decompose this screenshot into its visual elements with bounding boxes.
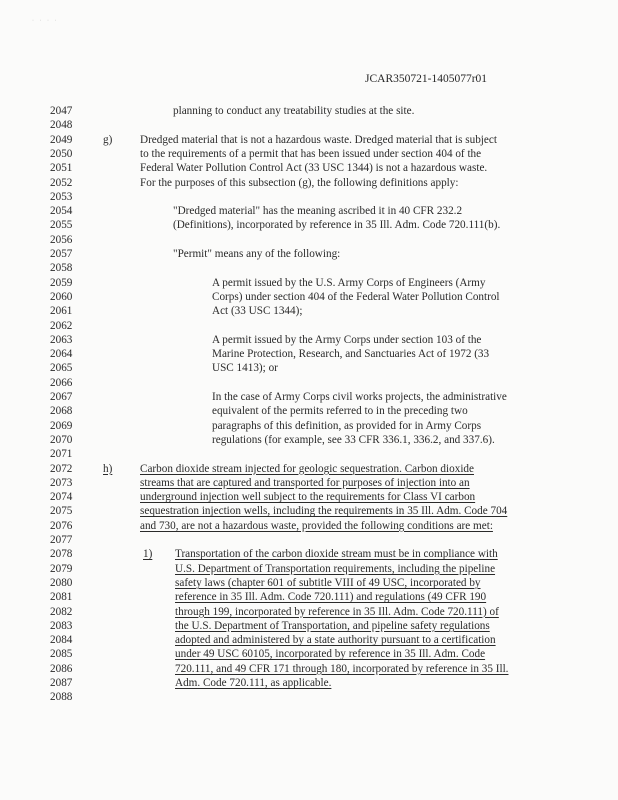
line-number: 2058	[50, 262, 73, 275]
document-id: JCAR350721-1405077r01	[365, 73, 488, 85]
line-number: 2050	[50, 147, 73, 160]
document-line	[0, 104, 618, 118]
line-number: 2054	[50, 205, 73, 218]
paragraph-label: 1)	[143, 548, 153, 561]
line-number: 2075	[50, 505, 73, 518]
document-line	[0, 419, 618, 433]
line-text: Marine Protection, Research, and Sanctuaries Act of 1972 (33	[212, 348, 490, 361]
line-text: equivalent of the permits referred to in the preceding two	[212, 405, 468, 418]
line-number: 2048	[50, 119, 73, 132]
line-text: Carbon dioxide stream injected for geologic sequestration. Carbon dioxide	[140, 462, 474, 475]
document-line	[0, 261, 618, 275]
document-line	[0, 447, 618, 461]
line-text: paragraphs of this definition, as provided for in Army Corps	[212, 419, 482, 432]
line-number: 2083	[50, 619, 73, 632]
line-number: 2078	[50, 548, 73, 561]
document-line	[0, 147, 618, 161]
line-number: 2067	[50, 391, 73, 403]
line-number: 2069	[50, 419, 73, 432]
document-line	[0, 476, 618, 490]
line-number: 2056	[50, 233, 73, 246]
line-number: 2084	[50, 634, 73, 647]
line-text: underground injection well subject to the requirements for Class VI carbon	[140, 491, 476, 504]
line-text: and 730, are not a hazardous waste, provided the following conditions are met:	[140, 519, 493, 532]
line-text: In the case of Army Corps civil works projects, the administrative	[212, 391, 507, 403]
document-line	[0, 633, 618, 647]
line-number: 2060	[50, 290, 73, 303]
document-line	[0, 562, 618, 576]
line-number: 2068	[50, 405, 73, 418]
line-text: to the requirements of a permit that has been issued under section 404 of the	[140, 147, 482, 160]
document-line	[0, 347, 618, 361]
document-line	[0, 290, 618, 304]
line-text: through 199, incorporated by reference in 35 Ill. Adm. Code 720.111) of	[175, 605, 499, 618]
document-line	[0, 605, 618, 619]
line-text: Dredged material that is not a hazardous waste. Dredged material that is subject	[140, 133, 497, 146]
document-line	[0, 190, 618, 204]
line-text: Adm. Code 720.111, as applicable.	[175, 677, 332, 689]
line-number: 2082	[50, 605, 73, 618]
line-number: 2073	[50, 476, 73, 489]
line-number: 2051	[50, 162, 73, 175]
line-text: adopted and administered by a state authority pursuant to a certification	[175, 634, 496, 647]
document-line	[0, 547, 618, 561]
line-text: U.S. Department of Transportation requirements, including the pipeline	[175, 562, 496, 575]
document-line	[0, 333, 618, 347]
document-line	[0, 276, 618, 290]
line-text: streams that are captured and transported for purposes of injection into an	[140, 476, 470, 489]
line-text: Federal Water Pollution Control Act (33 USC 1344) is not a hazardous waste.	[140, 162, 488, 175]
document-line	[0, 433, 618, 447]
document-line	[0, 590, 618, 604]
line-number: 2057	[50, 248, 73, 260]
line-number: 2076	[50, 519, 73, 532]
document-line	[0, 176, 618, 190]
line-number: 2070	[50, 433, 73, 446]
document-line	[0, 233, 618, 247]
line-number: 2081	[50, 591, 73, 604]
document-line	[0, 690, 618, 704]
document-line	[0, 619, 618, 633]
line-number: 2087	[50, 677, 73, 689]
line-text: reference in 35 Ill. Adm. Code 720.111) and regulations (49 CFR 190	[175, 591, 487, 604]
line-text: (Definitions), incorporated by reference in 35 Ill. Adm. Code 720.111(b).	[173, 219, 501, 232]
line-text: sequestration injection wells, including the requirements in 35 Ill. Adm. Code 704	[140, 505, 508, 518]
line-number: 2077	[50, 534, 73, 546]
line-text: Corps) under section 404 of the Federal Water Pollution Control	[212, 290, 500, 303]
paragraph-label: g)	[103, 133, 113, 146]
paragraph-label: h)	[103, 462, 113, 475]
line-number: 2063	[50, 333, 73, 346]
document-line	[0, 504, 618, 518]
line-text: "Permit" means any of the following:	[173, 248, 341, 260]
line-number: 2072	[50, 462, 73, 475]
document-line	[0, 404, 618, 418]
line-number: 2071	[50, 448, 73, 461]
line-number: 2061	[50, 305, 73, 318]
document-line	[0, 376, 618, 390]
line-text: planning to conduct any treatability studies at the site.	[173, 105, 415, 117]
line-number: 2065	[50, 362, 73, 375]
document-line	[0, 662, 618, 676]
document-line	[0, 490, 618, 504]
line-text: For the purposes of this subsection (g), the following definitions apply:	[140, 176, 459, 189]
document-line	[0, 519, 618, 533]
document-line	[0, 576, 618, 590]
document-line	[0, 247, 618, 261]
document-line	[0, 204, 618, 218]
line-text: 720.111, and 49 CFR 171 through 180, incorporated by reference in 35 Ill.	[175, 662, 509, 675]
line-text: "Dredged material" has the meaning ascribed it in 40 CFR 232.2	[173, 205, 463, 218]
document-line	[0, 133, 618, 147]
line-number: 2062	[50, 319, 73, 332]
line-number: 2080	[50, 576, 73, 589]
line-number: 2059	[50, 276, 73, 289]
document-line	[0, 161, 618, 175]
line-number: 2074	[50, 491, 73, 504]
line-number: 2079	[50, 562, 73, 575]
line-number: 2064	[50, 348, 73, 361]
document-line	[0, 647, 618, 661]
scan-artifact: · · · ·	[32, 18, 59, 24]
document-line	[0, 118, 618, 132]
document-line	[0, 390, 618, 404]
line-number: 2052	[50, 176, 73, 189]
line-text: A permit issued by the Army Corps under section 103 of the	[212, 333, 482, 346]
line-text: under 49 USC 60105, incorporated by reference in 35 Ill. Adm. Code	[175, 648, 486, 661]
document-line	[0, 319, 618, 333]
line-text: A permit issued by the U.S. Army Corps of Engineers (Army	[212, 276, 486, 289]
line-number: 2066	[50, 376, 73, 389]
line-text: the U.S. Department of Transportation, and pipeline safety regulations	[175, 619, 490, 632]
document-line	[0, 304, 618, 318]
line-number: 2049	[50, 133, 73, 146]
line-text: USC 1413); or	[212, 362, 278, 375]
line-number: 2055	[50, 219, 73, 232]
document-line	[0, 218, 618, 232]
line-number: 2086	[50, 662, 73, 675]
document-line	[0, 361, 618, 375]
line-number: 2047	[50, 105, 73, 117]
document-line	[0, 533, 618, 547]
line-number: 2088	[50, 691, 73, 704]
document-line	[0, 676, 618, 690]
line-number: 2085	[50, 648, 73, 661]
line-text: Transportation of the carbon dioxide stream must be in compliance with	[175, 548, 498, 561]
document-line	[0, 462, 618, 476]
line-number: 2053	[50, 190, 73, 203]
line-text: safety laws (chapter 601 of subtitle VIII of 49 USC, incorporated by	[175, 576, 481, 589]
line-text: Act (33 USC 1344);	[212, 305, 303, 318]
line-text: regulations (for example, see 33 CFR 336.1, 336.2, and 337.6).	[212, 433, 495, 446]
